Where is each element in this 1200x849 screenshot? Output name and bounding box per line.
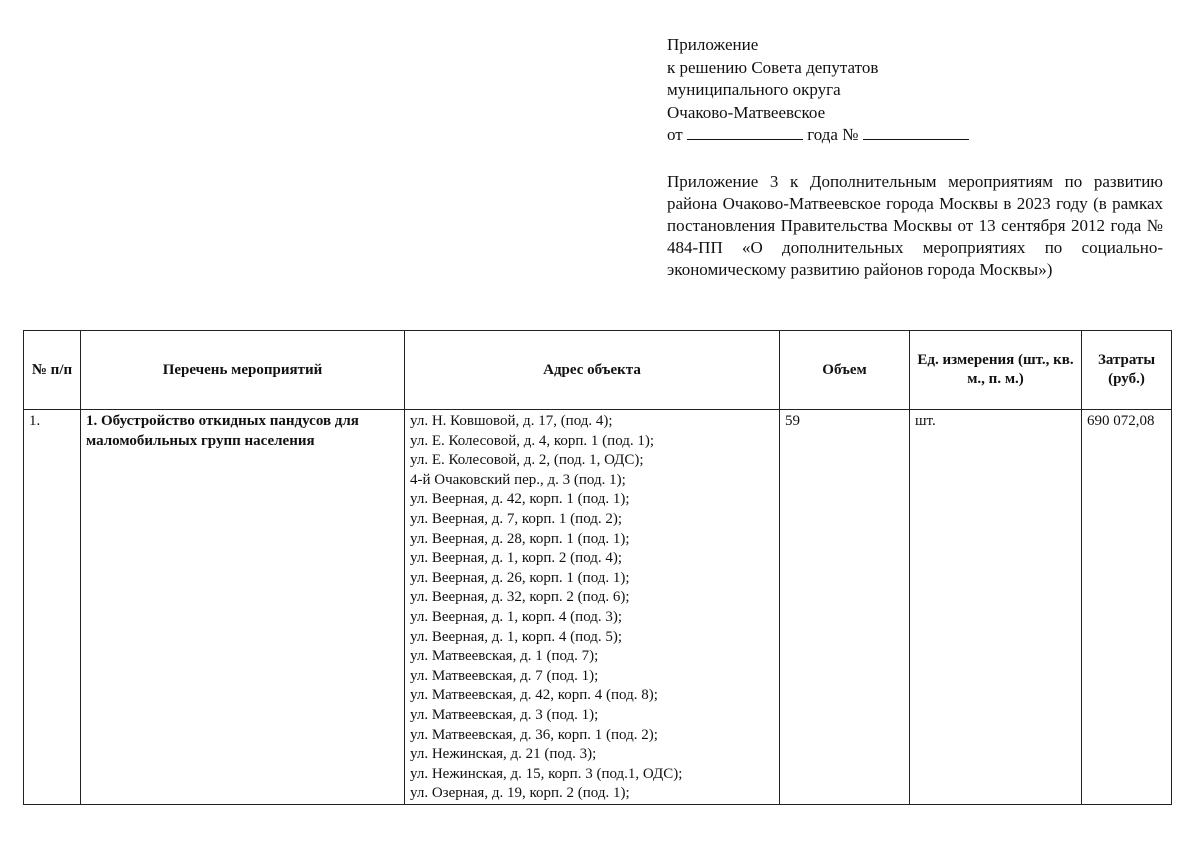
row-cost: 690 072,08 xyxy=(1082,410,1172,805)
row-num: 1. xyxy=(24,410,81,805)
address-item: ул. Е. Колесовой, д. 4, корп. 1 (под. 1); xyxy=(410,432,655,449)
header-line: муниципального округа xyxy=(667,80,841,99)
header-cost: Затраты (руб.) xyxy=(1082,331,1172,410)
address-item: ул. Нежинская, д. 21 (под. 3); xyxy=(410,746,597,763)
header-num: № п/п xyxy=(24,331,81,410)
address-item: 4-й Очаковский пер., д. 3 (под. 1); xyxy=(410,471,626,488)
measures-table xyxy=(23,330,1172,805)
address-item: ул. Веерная, д. 1, корп. 4 (под. 5); xyxy=(410,628,623,645)
address-item: ул. Веерная, д. 1, корп. 2 (под. 4); xyxy=(410,550,623,567)
header-unit: Ед. измерения (шт., кв. м., п. м.) xyxy=(910,331,1082,410)
appendix-header xyxy=(667,34,967,147)
address-item: ул. Матвеевская, д. 7 (под. 1); xyxy=(410,667,599,684)
date-middle: года № xyxy=(807,125,859,144)
header-line: к решению Совета депутатов xyxy=(667,57,879,77)
table-header-row xyxy=(24,331,1172,410)
header-line: Очаково-Матвеевское xyxy=(667,102,826,122)
row-unit: шт. xyxy=(910,410,1082,805)
address-item: ул. Веерная, д. 7, корп. 1 (под. 2); xyxy=(410,510,623,527)
address-item: ул. Веерная, д. 32, корп. 2 (под. 6); xyxy=(410,589,630,606)
address-item: ул. Матвеевская, д. 42, корп. 4 (под. 8); xyxy=(410,687,658,704)
address-item: ул. Нежинская, д. 15, корп. 3 (под.1, ОДС); xyxy=(410,765,683,782)
row-volume: 59 xyxy=(780,410,910,805)
appendix-note: Приложение 3 к Дополнительным мероприятиям по развитию района Очаково-Матвеевское города Москвы в 2023 году (в рамках постановления Правительства Москвы от 13 сентября 2012 года № 484-ПП «О дополнительных мероприятиях по социально-экономическому развитию районов города Москвы») xyxy=(667,172,1163,279)
address-item: ул. Матвеевская, д. 3 (под. 1); xyxy=(410,706,599,723)
date-line xyxy=(667,124,967,147)
address-item: ул. Веерная, д. 26, корп. 1 (под. 1); xyxy=(410,569,630,586)
number-blank xyxy=(863,124,969,140)
date-blank xyxy=(687,124,803,140)
header-volume: Объем xyxy=(780,331,910,410)
row-measure: 1. Обустройство откидных пандусов для маломобильных групп населения xyxy=(81,410,405,805)
date-prefix: от xyxy=(667,125,683,144)
row-addresses xyxy=(405,410,780,805)
address-item: ул. Озерная, д. 19, корп. 2 (под. 1); xyxy=(410,785,630,802)
header-address: Адрес объекта xyxy=(405,331,780,410)
address-item: ул. Веерная, д. 28, корп. 1 (под. 1); xyxy=(410,530,630,547)
header-measures: Перечень мероприятий xyxy=(81,331,405,410)
address-item: ул. Матвеевская, д. 36, корп. 1 (под. 2); xyxy=(410,726,658,743)
address-item: ул. Веерная, д. 42, корп. 1 (под. 1); xyxy=(410,491,630,508)
address-item: ул. Веерная, д. 1, корп. 4 (под. 3); xyxy=(410,608,623,625)
address-item: ул. Е. Колесовой, д. 2, (под. 1, ОДС); xyxy=(410,452,644,469)
header-line: Приложение xyxy=(667,35,759,54)
address-item: ул. Н. Ковшовой, д. 17, (под. 4); xyxy=(410,413,613,429)
address-item: ул. Матвеевская, д. 1 (под. 7); xyxy=(410,648,599,665)
table-row xyxy=(24,410,1172,805)
